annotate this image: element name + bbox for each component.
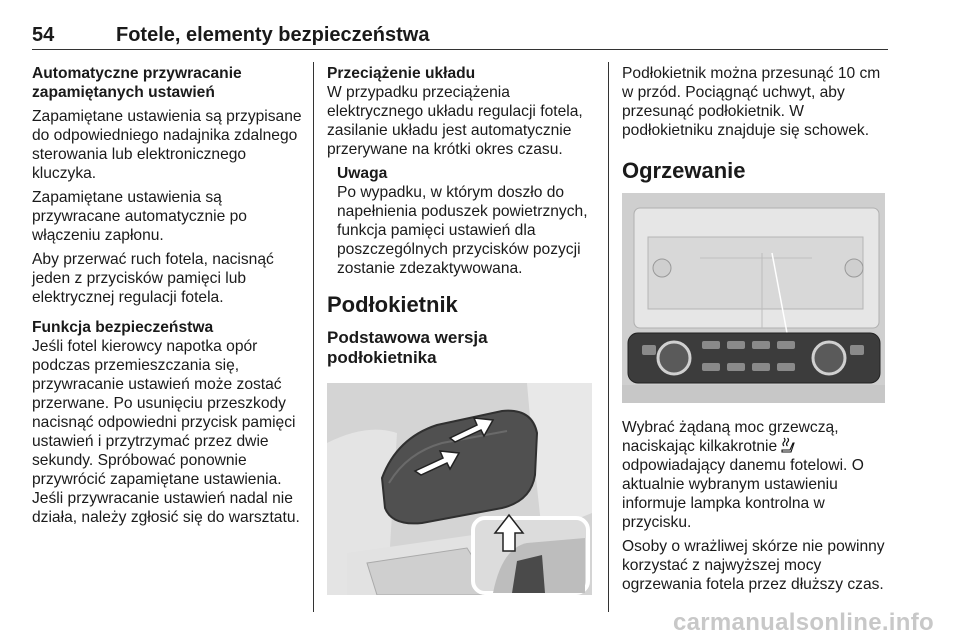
column-1 (32, 64, 304, 532)
section-heading-armrest: Podłokietnik (327, 292, 458, 317)
column-3 (622, 64, 890, 194)
heating-instruction-start: Wybrać żądaną moc grzewczą, naciskając kilkakrotnie (622, 419, 839, 455)
paragraph: Zapamiętane ustawienia są przywracane automatycznie po włączeniu zapłonu. (32, 189, 247, 244)
heading-safety-function: Funkcja bezpieczeństwa (32, 319, 214, 336)
paragraph: W przypadku przeciążenia elektrycznego układu regulacji fotela, zasilanie układu jest automatycznie przerywane na krótki okres czasu. (327, 84, 583, 158)
paragraph: Podłokietnik można przesunąć 10 cm w przód. Pociągnąć uchwyt, aby przesunąć podłokietnik. W podłokietniku znajduje się schowek. (622, 65, 881, 139)
note-title: Uwaga (337, 165, 388, 182)
header-rule (32, 49, 888, 50)
section-heading-heating: Ogrzewanie (622, 158, 746, 183)
column-3-lower (622, 418, 890, 599)
paragraph: Aby przerwać ruch fotela, nacisnąć jeden z przycisków pamięci lub elektrycznej regulacji fotela. (32, 251, 274, 306)
column-divider-2 (608, 62, 609, 612)
armrest-illustration (327, 383, 592, 595)
heating-instruction-end: odpowiadający danemu fotelowi. O aktualnie wybranym ustawieniu informuje lampka kontrolna w przycisku. (622, 457, 864, 531)
subsection-heading-basic-armrest: Podstawowa wersja podłokietnika (327, 328, 488, 367)
paragraph: Osoby o wrażliwej skórze nie powinny korzystać z najwyższej mocy ogrzewania fotela przez dłuższy czas. (622, 538, 885, 593)
page-number: 54 (32, 24, 55, 46)
heating-panel-illustration (622, 193, 885, 403)
paragraph: Jeśli fotel kierowcy napotka opór podczas przemieszczania się, przywracanie ustawień może zostać przerwane. Po usunięciu przeszkody nacisnąć odpowiedni przycisk pamięci ustawień i przytrzymać przez dwie sekundy. Spróbować ponownie przywrócić zapamiętane ustawienia. Jeśli przywracanie ustawień nadal nie działa, należy zgłosić się do warsztatu. (32, 338, 300, 526)
column-divider-1 (313, 62, 314, 612)
paragraph: Zapamiętane ustawienia są przypisane do odpowiedniego nadajnika zdalnego sterowania lub elektronicznego kluczyka. (32, 108, 302, 182)
heading-system-overload: Przeciążenie układu (327, 65, 476, 82)
armrest-drawing (327, 383, 592, 595)
paragraph (622, 418, 890, 532)
column-2 (327, 64, 595, 378)
seat-heat-icon (781, 437, 795, 453)
heading-auto-restore: Automatyczne przywracanie zapamiętanych ustawień (32, 65, 242, 101)
running-section-title: Fotele, elementy bezpieczeństwa (116, 24, 430, 46)
heating-panel-drawing (622, 193, 885, 403)
note-block (327, 164, 595, 278)
watermark: carmanualsonline.info (672, 609, 934, 636)
note-text: Po wypadku, w którym doszło do napełnienia poduszek powietrznych, funkcja pamięci ustawień dla poszczególnych przycisków pozycji zostanie zdezaktywowana. (337, 184, 588, 277)
